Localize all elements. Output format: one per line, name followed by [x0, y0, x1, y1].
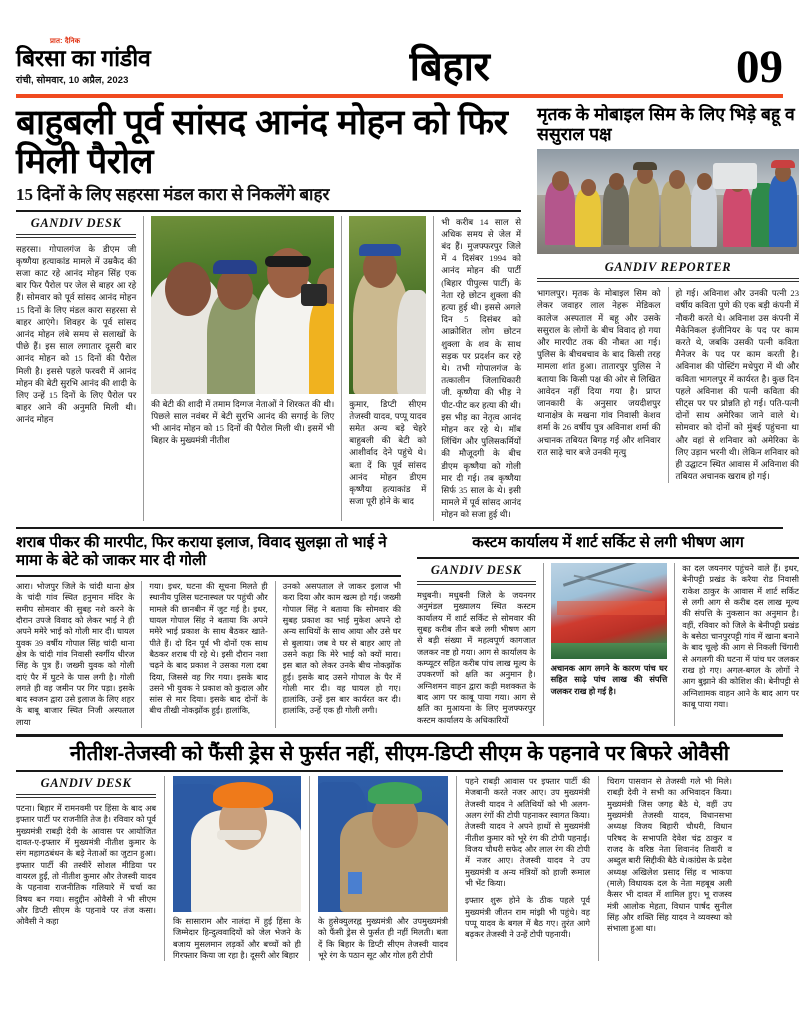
fire-col3-text: का दल जयनगर पहुंचने वाले हैं। इधर, बेनीपट्टी प्रखंड के करैया रोड निवासी राकेश ठाकुर के आवास में शार्ट सर्किट से लगी आग से करीब दस लाख मूल्य की संपत्ति के नुकसान का अनुमान है। वहीं, रविवार को जिले के बेनीपट्टी प्रखंड के बसेठा चानपुरपट्टी गांव में खाना बनाने के बाद चूल्हे की आग से निकली चिंगारी से अगलगी की घटना में पांच घर जलकर राख हो गए। अगल-बगल के लोगों ने आग बुझाने की कोशिश की। बेनीपट्टी से अग्निशामक वाहन आने के बाद आग पर काबू पाया गया।: [682, 564, 799, 709]
column-rule: [598, 776, 599, 961]
section-divider-2: [16, 734, 783, 737]
byline-rule: [537, 278, 799, 282]
sim-col-2: [675, 287, 799, 482]
column-rule: [456, 776, 457, 961]
sim-col-1: [537, 287, 661, 482]
fire-byline: GANDIV DESK: [430, 563, 522, 578]
fire-col-1: [417, 563, 536, 726]
byline-rule: [16, 234, 136, 238]
owaisi-story: [16, 742, 783, 962]
lead-col-2: [151, 216, 334, 521]
fire-col1-text: मधुबनी। मधुबनी जिले के जयनगर अनुमंडल मुख्यालय स्थित कस्टम कार्यालय में शार्ट सर्किट से सोमवार की सुबह करीब तीन बजे लगी भीषण आग से बड़ी संख्या में महत्वपूर्ण कागजात जलकर नष्ट हो गया। आग से कार्यालय के कम्प्यूटर सहित करीब पांच लाख मूल्य के उपकरणों को क्षति का अनुमान है। अग्निशमन वाहन द्वारा कड़ी मशक्कत के बाद आग पर काबू पाया गया। आग से क्षति का मुआयना के लिए मुजफ्फरपुर कस्टम कार्यालय के अधिकारियों: [417, 591, 536, 725]
column-rule: [341, 216, 342, 521]
brand-logo: [16, 38, 226, 88]
section-divider-1: [16, 527, 783, 530]
fire-divider: [417, 557, 799, 559]
fire-headline: कस्टम कार्यालय में शार्ट सर्किट से लगी भीषण आग: [472, 534, 744, 552]
shooting-col-2: [149, 581, 267, 728]
owaisi-divider: [16, 770, 783, 772]
owaisi-col4-text: पहने राबड़ी आवास पर इफ्तार पार्टी की मेजबानी करते नजर आए। उप मुख्यमंत्री तेजस्वी यादव ने अतिथियों को भी अलग-अलग रंगों की टोपी पहनाकर स्वागत किया। तेजस्वी यादव ने अपने हाथों से मुख्यमंत्री नीतीश कुमार को भूरे रंग की टोपी पहनाई। विजय चौधरी सफेद और लाल रंग की टोपी में नजर आए। तेजस्वी यादव ने उप मुख्यमंत्री व अन्य मंत्रियों को हाजी रूमाल भी भेंट किया।: [465, 777, 590, 888]
page-number: 09: [736, 40, 783, 93]
sim-col2-text: हो गई। अविनाश और उनकी पत्नी 23 वर्षीय कविता पुणे की एक बड़ी कंपनी में नौकरी करते थे। अविनाश उस कंपनी में मैकेनिकल इंजीनियर के पद पर काम करते थे, जबकि उसकी पत्नी कविता मैनेजर के पद पर काम करती है। अविनाश की पोस्टिंग मधेपुरा में थी और कविता भागलपुर में कार्यरत है। कुछ दिन पहले अविनाश की पत्नी कविता की सीट्स पर पर प्रोन्नति हो गई। पति-पत्नी दोनों साथ अमेरिका जाने वाले थे। सोमवार को दोनों को मुंबई पहुंचना था और वहां से शनिवार को अमेरिका के लिए उड़ान भरनी थी। लेकिन शनिवार को ही उद्घाटन स्थित आवास में अविनाश की तबियत अचानक खराब हो गई।: [675, 288, 799, 482]
owaisi-col-4: [465, 776, 590, 961]
shooting-col2-text: गया। इधर, घटना की सूचना मिलते ही स्थानीय पुलिस घटनास्थल पर पहुंची और मामले की छानबीन में जुट गई है। इधर, घायल गोपाल सिंह ने बताया कि अपने ममेरे भाई प्रकाश के साथ बैठकर खाते-पीते हैं। दो दिन पूर्व भी दोनों एक साथ बैठकर शराब पी रहे थे। इसी दौरान नशा चढ़ने के बाद प्रकाश ने उसका गला दबा दिया, जिससे वह गिर गया। इसके बाद उसने भी युवक ने प्रकाश को कुदाल और सांस से मार दिया। इसके बाद दोनों के बीच तीखी नोकझोंक हुई। हालांकि,: [149, 582, 268, 716]
lead-col2-text: की बेटी की शादी में तमाम दिग्गज नेताओं ने शिरकत की थी। पिछले साल नवंबर में बेटी सुरभि आनंद की सगाई के लिए भी आनंद मोहन को 15 दिनों की पैरोल मिली थी। इसमें भी बिहार के मुख्यमंत्री नीतीश: [151, 398, 335, 446]
shooting-columns: [16, 581, 401, 728]
sim-photo: [537, 149, 799, 254]
column-rule: [668, 287, 669, 482]
owaisi-byline: GANDIV DESK: [40, 776, 132, 791]
lead-byline: GANDIV DESK: [30, 215, 122, 230]
lead-col3-text: कुमार, डिप्टी सीएम तेजस्वी यादव, पप्पू यादव समेत अन्य बड़े चेहरे बाहुबली की बेटी को आशीर्वाद देने पहुंचे थे। बता दें कि पूर्व सांसद आनंद मोहन डीएम कृष्णैया हत्याकांड में सजा पूरी होने के बाद: [349, 398, 427, 507]
fire-col-2: [551, 563, 668, 726]
lead-col1-text: सहरसा। गोपालगंज के डीएम जी कृष्णैया हत्याकांड मामले में उम्रकैद की सजा काट रहे आनंद मोहन सिंह एक बार फिर पैरोल पर जेल से बाहर आ रहे हैं। सोमवार को पूर्व सांसद आनंद मोहन 15 दिनों के लिए मंडल कारा सहरसा से बाहर आएंगे। शिवहर के पूर्व सांसद आनंद मोहन लंबे समय से सलाखों के पीछे हैं। इस साल लगातार दूसरी बार आनंद मोहन को 15 दिनों की पैरोल मिली है। इससे पहले फरवरी में आनंद मोहन की बेटी सुरभि आनंद की शादी के लिए उन्हें 15 दिनों के लिए पैरोल पर बाहर आने की अनुमति मिली थी। आनंद मोहन: [16, 243, 137, 425]
owaisi-col6-text: चिराग पासवान से तेजस्वी गले भी मिले। राबड़ी देवी ने सभी का अभिवादन किया। मुख्यमंत्री जिस जगह बैठे थे, वहीं उप मुख्यमंत्री तेजस्वी यादव, विधानसभा अध्यक्ष विजय बिहारी चौधरी, विधान परिषद के सभापति देवेश चंद्र ठाकुर व राजद के वरिष्ठ नेता शिवानंद तिवारी व अब्दुल बारी सिद्दीकी बैठे थे।कांग्रेस के प्रदेश अध्यक्ष अखिलेश प्रसाद सिंह व भाकपा (माले) विधायक दल के नेता महबूब अली कैसर भी दावत में शामिल हुए। भू राजस्व मंत्री आलोक मेहता, विधान पार्षद सुनील सिंह और शक्ति सिंह यादव ने व्यवस्था को संभाला हुआ था।: [607, 777, 732, 934]
column-rule: [543, 563, 544, 726]
fire-col2-text: अचानक आग लगने के कारण पांच घर सहित साढ़े पांच लाख की संपत्ति जलकर राख हो गई है।: [550, 664, 668, 696]
column-rule: [143, 216, 144, 521]
fire-columns: [417, 563, 799, 726]
lead-photo: [151, 216, 334, 394]
lead-col-4: [441, 216, 521, 521]
sim-col1-text: भागलपुर। मृतक के मोबाइल सिम को लेकर जवाहर लाल नेहरू मेडिकल कालेज अस्पताल में बहू और उसके ससुराल के लोगों के बीच विवाद हो गया और मारपीट तक की नौबत आ गई। पुलिस के बीचबचाव के बाद किसी तरह मामला शांत हुआ। तातारपुर पुलिस ने बताया कि किसी पक्ष की ओर से लिखित आवेदन नहीं दिया गया है। प्राप्त जानकारी के अनुसार जयदीशपुर थानाक्षेत्र के मखना गांव निवासी केशव शर्मा के 26 वर्षीय पुत्र अविनाश शर्मा की अचानक तबियत बिगड़ गई और शनिवार रात साढ़े चार बजे उनकी मृत्यु: [537, 288, 661, 457]
lead-columns: [16, 216, 521, 521]
owaisi-photo-left: [173, 776, 301, 912]
column-rule: [674, 563, 675, 726]
brand-name: बिरसा का गांडीव: [16, 44, 151, 71]
owaisi-headline: नीतीश-तेजस्वी को फैंसी ड्रेस से फुर्सत नहीं, सीएम-डिप्टी सीएम के पहनावे पर बिफरे ओवैसी: [69, 741, 730, 765]
shooting-col-1: [16, 581, 134, 728]
lead-subheadline: 15 दिनों के लिए सहरसा मंडल कारा से निकलेंगे बाहर: [16, 185, 330, 204]
owaisi-photo-right: [318, 776, 448, 912]
owaisi-col-2: [173, 776, 301, 961]
owaisi-col3-text: के हुसेक्युलरह्न मुख्यमंत्री और उपमुख्यमंत्री को फैंसी ड्रेस से फुर्सत ही नहीं मिलती। बता दें कि बिहार के डिप्टी सीएम तेजस्वी यादव भूरे रंग के पठान सूट और गोल हरी टोपी: [318, 917, 448, 961]
owaisi-col2-text: कि सासाराम और नालंदा में हुई हिंसा के जिम्मेदार हिन्दुत्ववादियों को जेल भेजने के बजाय मुसलमान लड़कों और बच्चों को ही गिरफ्तार किया जा रहा है। दूसरी ओर बिहार: [173, 917, 301, 961]
shooting-col1-text: आरा। भोजपुर जिले के चांदी थाना क्षेत्र के चांदी गांव स्थित हनुमान मंदिर के समीप सोमवार की सुबह नशे करने के दौरान उपजे विवाद को लेकर भाई ने ही अपने ममेरे भाई को गोली मार दी। घायल युवक 39 वर्षीय गोपाल सिंह चांदी थाना क्षेत्र के चांदी गांव निवासी स्वर्गीय धीरज सिंह के पुत्र हैं। जख्मी युवक को गोली दाएं पैर में घुटने के पास लगी है। गोली लगते ही वह जमीन पर गिर पड़ा। इसके बाद स्वजन द्वारा उसे इलाज के लिए शहर के बाबू बाजार स्थित निजी अस्पताल लाया: [16, 582, 135, 727]
column-rule: [309, 776, 310, 961]
column-rule: [275, 581, 276, 728]
fire-photo: [551, 563, 668, 659]
owaisi-col-3: [318, 776, 448, 961]
owaisi-col-1: [16, 776, 156, 961]
fire-col-3: [682, 563, 799, 726]
column-rule: [141, 581, 142, 728]
sim-headline: मृतक के मोबाइल सिम के लिए भिड़े बहू व ससुराल पक्ष: [537, 104, 795, 145]
sim-story: [537, 104, 799, 521]
column-rule: [433, 216, 434, 521]
owaisi-columns: [16, 776, 783, 961]
lead-story: [16, 104, 521, 521]
owaisi-col-5: [607, 776, 732, 961]
lead-col-1: [16, 216, 136, 521]
fire-story: [417, 534, 799, 728]
masthead: [16, 0, 783, 93]
shooting-divider: [16, 575, 401, 577]
sim-columns: [537, 287, 799, 482]
shooting-story: [16, 534, 401, 728]
lead-col-3: [349, 216, 426, 521]
brand-date: रांची, सोमवार, 10 अप्रैल, 2023: [16, 75, 129, 86]
shooting-col-3: [283, 581, 401, 728]
owaisi-col5-text: इफ्तार शुरू होने के ठीक पहले पूर्व मुख्यमंत्री जीतन राम मांझी भी पहुंचे। वह पप्पू यादव के बगल में बैठ गए। तुरंत आगे बढ़कर तेजस्वी ने उन्हें टोपी पहनायी।: [465, 896, 590, 940]
lead-headline: बाहुबली पूर्व सांसद आनंद मोहन को फिर मिली पैरोल: [16, 103, 508, 181]
byline-rule: [16, 794, 156, 798]
shooting-col3-text: उनको असपताल ले जाकर इलाज भी करा दिया और काम खत्म हो गई। जख्मी गोपाल सिंह ने बताया कि सोमवार की सुबह प्रकाश का भाई मुकेश अपने दो अन्य साथियों के साथ आया और उसे घर से बुलाया। जब वे घर से बाहर आए तो उसने कहा कि मेरे भाई को क्यों मारा। इस बात को लेकर उनके बीच नोकझोंक हुई। इसके बाद उसने गोपाल के पैर में गोली मार दी। वह घायल हो गए। हालांकि, उन्हें इस बार कार्यरत कर दी। हालांकि, उन्हें एक ही गोली लगी।: [282, 582, 402, 716]
sim-byline: GANDIV REPORTER: [604, 260, 732, 275]
brand-kicker: प्रात: दैनिक: [50, 37, 81, 45]
byline-rule: [417, 581, 536, 585]
mid-story-row: [16, 534, 799, 728]
owaisi-col1-text: पटना। बिहार में रामनवमी पर हिंसा के बाद अब इफ्तार पार्टी पर राजनीति तेज है। रविवार को पूर्व मुख्यमंत्री राबड़ी देवी के आवास पर आयोजित दावत-ए-इफ्तार में मुख्यमंत्री नीतीश कुमार के संग महागठबंधन के बड़े नेताओं का जुटान हुआ।इफ्तार पार्टी की तस्वीरें सोशल मीडिया पर वायरल हुईं, तो नीतीश कुमार और तेजस्वी यादव के पहनावा राजनीतिक गलियारे में चर्चा का विषय बन गया। सदुद्दीन ओवैसी ने भी सीएम और डिप्टी सीएम के पहनावे पर तंज कसा। ओवैसी ने कहा: [16, 804, 156, 927]
page-title: बिहार: [409, 45, 490, 89]
lead-col4-text: भी करीब 14 साल से अधिक समय से जेल में बंद हैं। मुजफ्फरपुर जिले में 4 दिसंबर 1994 को आनंद मोहन की पार्टी (बिहार पीपुल्स पार्टी) के नेता रहे छोटन शुक्ला की हत्या हुई थी। इससे अगले दिन 5 दिसंबर को आक्रोशित लोग छोटन शुक्ला के शव के साथ सड़क पर प्रदर्शन कर रहे थे। तभी गोपालगंज के तत्कालीन जिलाधिकारी जी. कृष्णैया की भीड़ ने पीट-पीट कर हत्या की थी। इस भीड़ का नेतृत्व आनंद मोहन कर रहे थे। मॉब लिंचिंग और पुलिसकर्मियों की मौजूदगी के बीच डीएम कृष्णैया को गोली मार दी गई। तब कृष्णैया सिर्फ 35 साल के थे। इसी मामले में पूर्व सांसद आनंद मोहन को सजा हुई थी।: [441, 216, 522, 520]
shooting-headline: शराब पीकर की मारपीट, फिर कराया इलाज, विवाद सुलझा तो भाई ने मामा के बेटे को जाकर मार दी गोली: [16, 534, 387, 570]
lead-divider: [16, 210, 521, 212]
column-rule: [164, 776, 165, 961]
lead-story-block: [16, 98, 799, 521]
lead-photo-secondary: [349, 216, 426, 394]
